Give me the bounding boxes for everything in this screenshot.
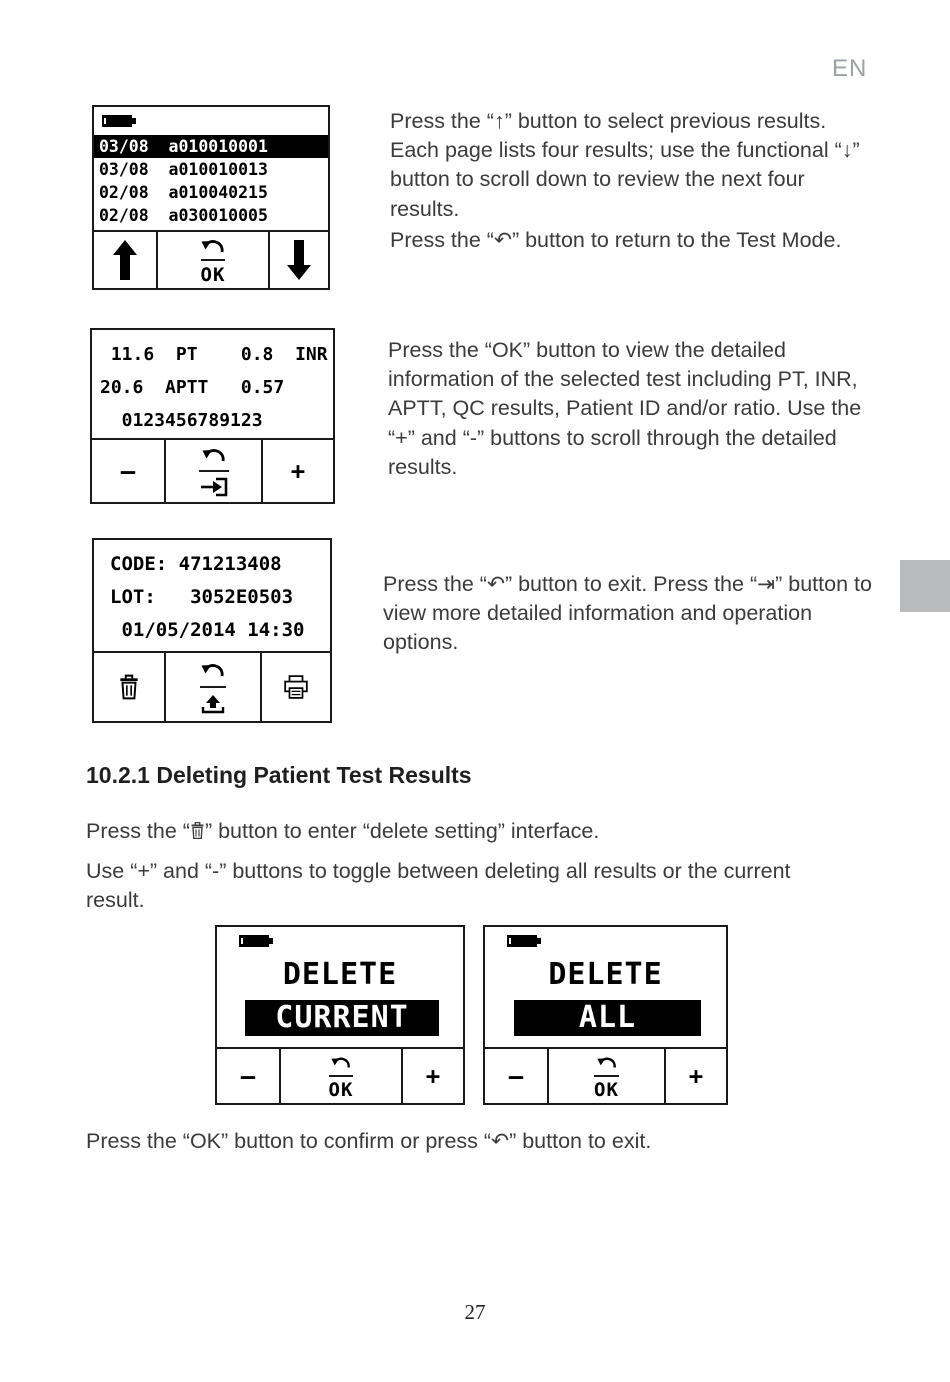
delete-title: DELETE [282, 957, 398, 992]
button-panel [94, 230, 328, 288]
battery-icon [239, 935, 269, 947]
button-panel [485, 1047, 726, 1103]
button-panel [217, 1047, 463, 1103]
paragraph-toggle-text: Use “+” and “-” buttons to toggle between deleting all results or the current result. [86, 859, 791, 913]
middle-button-cell [547, 1049, 664, 1103]
return-icon [201, 446, 227, 464]
ok-button: OK [594, 1075, 619, 1103]
down-button [268, 232, 328, 288]
battery-icon [102, 115, 132, 127]
datetime-line: 01/05/2014 14:30 [110, 619, 305, 641]
button-panel [94, 651, 330, 721]
printer-icon [283, 675, 309, 699]
delete-highlight-current: CURRENT [245, 1000, 439, 1036]
return-button [200, 653, 226, 686]
paragraph-confirm [86, 1127, 906, 1156]
paragraph-toggle [86, 857, 796, 915]
delete-highlight-all: ALL [514, 1000, 701, 1036]
paragraph-exit [383, 570, 873, 658]
paragraph-delete [86, 817, 876, 846]
minus-button: – [240, 1062, 256, 1090]
return-button [330, 1049, 352, 1075]
detail-line-pt-inr: 11.6 PT 0.8 INR [100, 344, 328, 365]
delete-button [94, 653, 164, 721]
return-icon [200, 661, 226, 679]
up-button [94, 232, 156, 288]
up-arrow-icon [113, 239, 137, 281]
result-row: 03/08 a010010013 [99, 160, 268, 179]
paragraph-detail-text: Press the “OK” button to view the detailed information of the selected test including PT, INR, APTT, QC results, Patient ID and/or ratio. Use the “+” and “-” buttons to scroll through the detailed results. [388, 338, 862, 479]
ok-button: OK [329, 1075, 354, 1103]
paragraph-scroll-2: Press the “↶” button to return to the Test Mode. [390, 227, 842, 252]
return-button [200, 232, 226, 259]
ok-button: OK [201, 259, 226, 288]
upload-button [200, 686, 226, 721]
return-icon [596, 1055, 618, 1070]
return-button [596, 1049, 618, 1075]
enter-icon [199, 477, 229, 497]
paragraph-delete-suffix: ” button to enter “delete setting” interface. [204, 819, 600, 843]
trash-icon [118, 674, 140, 700]
detail-line-patient-id: 0123456789123 [100, 410, 263, 431]
plus-button: + [401, 1049, 463, 1103]
section-heading: 10.2.1 Deleting Patient Test Results [86, 762, 472, 788]
paragraph-confirm-text: Press the “OK” button to confirm or press “↶” button to exit. [86, 1129, 652, 1153]
lot-line: LOT: 3052E0503 [110, 586, 294, 608]
page-number: 27 [464, 1300, 486, 1324]
detail-line-aptt: 20.6 APTT 0.57 [100, 377, 285, 398]
device-screen-delete-current [215, 925, 465, 1105]
down-arrow-icon [287, 239, 311, 281]
plus-button: + [261, 440, 333, 502]
middle-button-cell [164, 653, 260, 721]
minus-button: – [508, 1062, 524, 1090]
paragraph-delete-prefix: Press the “ [86, 819, 190, 843]
paragraph-scroll-1: Press the “↑” button to select previous results. Each page lists four results; use the functional “↓” button to scroll down to review the next four results. [390, 109, 860, 221]
print-button [260, 653, 330, 721]
minus-button: – [120, 457, 136, 485]
delete-title: DELETE [548, 957, 663, 992]
device-screen-results-list [92, 105, 330, 290]
middle-button-cell [279, 1049, 401, 1103]
code-line: CODE: 471213408 [110, 553, 282, 575]
enter-button [199, 470, 229, 502]
paragraph-scroll [390, 107, 868, 255]
battery-icon [507, 935, 537, 947]
plus-button: + [664, 1049, 726, 1103]
middle-button-cell [156, 232, 268, 288]
return-icon [330, 1055, 352, 1070]
paragraph-detail [388, 336, 866, 482]
upload-icon [200, 695, 226, 715]
device-screen-detail [90, 328, 335, 504]
result-row: 02/08 a030010005 [99, 206, 268, 225]
button-panel [92, 438, 333, 502]
paragraph-exit-text: Press the “↶” button to exit. Press the “⇥” button to view more detailed information and operation options. [383, 572, 872, 655]
result-row-selected: 03/08 a010010001 [94, 135, 328, 158]
result-row: 02/08 a010040215 [99, 183, 268, 202]
language-label: EN [832, 55, 868, 82]
return-icon [200, 237, 226, 255]
device-screen-code [92, 538, 332, 723]
section-edge-tab [900, 560, 950, 612]
return-button [201, 440, 227, 470]
trash-icon [190, 821, 205, 840]
middle-button-cell [164, 440, 261, 502]
results-list [94, 135, 328, 227]
device-screen-delete-all [483, 925, 728, 1105]
